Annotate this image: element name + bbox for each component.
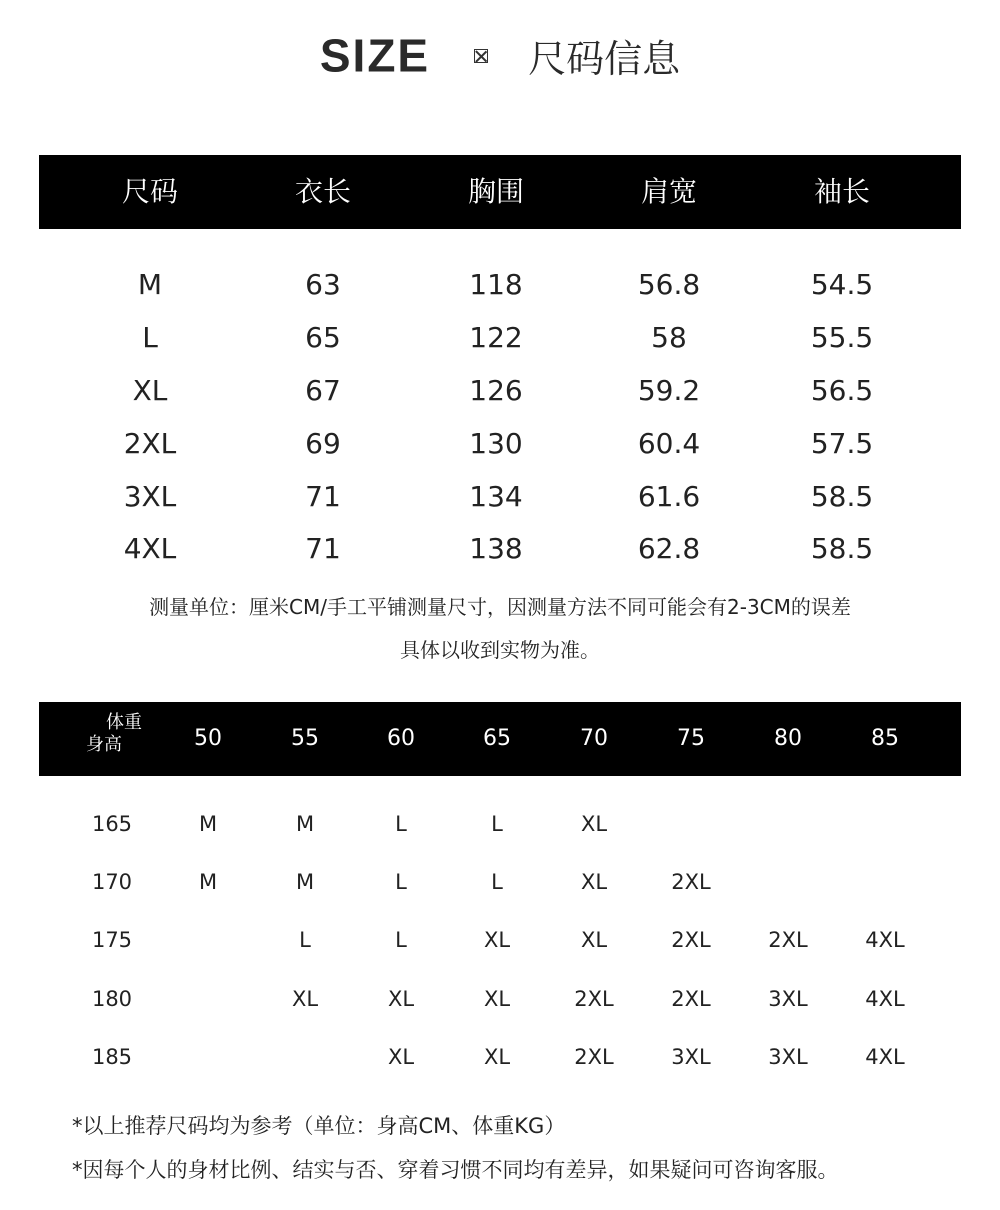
recommended-size-cell: L	[299, 928, 311, 952]
recommended-size-cell: XL	[580, 812, 608, 836]
recommended-size-cell: L	[395, 870, 407, 894]
recommended-size-cell: XL	[483, 1045, 511, 1069]
recommended-size-cell	[168, 1039, 248, 1075]
recommended-size-cell: 2XL	[671, 870, 711, 894]
recommended-size-cell: XL	[387, 987, 415, 1011]
recommended-size-cell	[748, 806, 828, 842]
recommended-size-cell: L	[491, 812, 503, 836]
recommended-size-cell	[845, 806, 925, 842]
recommended-size-cell: M	[295, 812, 315, 836]
recommended-size-cell: L	[395, 812, 407, 836]
recommended-size-cell: XL	[580, 870, 608, 894]
recommended-size-cell: 3XL	[768, 1045, 808, 1069]
recommended-size-cell: 4XL	[865, 987, 905, 1011]
size-table-header-cell: 胸围	[467, 175, 524, 208]
weight-header-cell: 85	[871, 726, 899, 751]
footnote-1: *以上推荐尺码均为参考（单位：身高CM、体重KG）	[72, 1114, 566, 1138]
title-chinese-text: 尺码信息	[528, 37, 681, 81]
corner-height-label: 身高	[86, 734, 122, 755]
size-table-cell: 55.5	[810, 321, 874, 354]
size-table-cell: 57.5	[810, 427, 874, 460]
size-table-cell: 61.6	[637, 480, 701, 513]
recommended-size-cell: 2XL	[671, 928, 711, 952]
size-table-cell: 59.2	[637, 374, 701, 407]
weight-header-cell: 75	[677, 726, 705, 751]
size-table-cell: 60.4	[637, 427, 701, 460]
size-table-cell: 4XL	[123, 532, 177, 565]
size-table-cell: 67	[305, 374, 341, 407]
recommend-table-corner	[80, 712, 160, 756]
recommended-size-cell: XL	[483, 987, 511, 1011]
recommended-size-cell: 2XL	[768, 928, 808, 952]
size-table-header-cell: 尺码	[121, 175, 178, 208]
recommended-size-cell: 3XL	[671, 1045, 711, 1069]
size-table-cell: 138	[469, 532, 523, 565]
size-table-header-cell: 衣长	[294, 175, 351, 208]
size-table-cell: 58.5	[810, 532, 874, 565]
weight-header-cell: 55	[291, 726, 319, 751]
recommended-size-cell	[265, 1039, 345, 1075]
height-row-label: 180	[91, 987, 133, 1011]
recommended-size-cell: L	[491, 870, 503, 894]
recommended-size-cell: M	[198, 870, 218, 894]
measurement-note-line2: 具体以收到实物为准。	[400, 638, 600, 662]
size-table-cell: 62.8	[637, 532, 701, 565]
recommended-size-cell	[748, 864, 828, 900]
size-table-cell: 134	[469, 480, 523, 513]
size-table-cell: 2XL	[123, 427, 177, 460]
weight-header-cell: 50	[194, 726, 222, 751]
size-table-cell: 130	[469, 427, 523, 460]
recommended-size-cell: XL	[291, 987, 319, 1011]
size-table-cell: 71	[305, 532, 341, 565]
height-row-label: 185	[91, 1045, 133, 1069]
recommended-size-cell: M	[198, 812, 218, 836]
size-table-header-cell: 袖长	[813, 175, 870, 208]
weight-header-cell: 70	[580, 726, 608, 751]
recommended-size-cell: M	[295, 870, 315, 894]
measurement-note-line1: 测量单位：厘米CM/手工平铺测量尺寸，因测量方法不同可能会有2-3CM的误差	[149, 595, 851, 619]
size-table-cell: 58	[651, 321, 687, 354]
size-table-cell: 58.5	[810, 480, 874, 513]
size-table-cell: 126	[469, 374, 523, 407]
recommended-size-cell	[651, 806, 731, 842]
size-table-header-cell: 肩宽	[640, 175, 697, 208]
footnote-2: *因每个人的身材比例、结实与否、穿着习惯不同均有差异，如果疑问可咨询客服。	[72, 1158, 839, 1182]
recommended-size-cell: 3XL	[768, 987, 808, 1011]
recommended-size-cell: XL	[387, 1045, 415, 1069]
size-table-cell: XL	[132, 374, 168, 407]
recommended-size-cell	[845, 864, 925, 900]
height-row-label: 170	[91, 870, 133, 894]
weight-header-cell: 60	[387, 726, 415, 751]
close-box-icon	[474, 49, 488, 63]
title-size-text: SIZE	[319, 29, 431, 82]
recommended-size-cell	[168, 981, 248, 1017]
size-table-cell: 54.5	[810, 268, 874, 301]
recommended-size-cell: XL	[580, 928, 608, 952]
recommended-size-cell: 4XL	[865, 1045, 905, 1069]
size-table-cell: M	[137, 268, 163, 301]
size-table-cell: 71	[305, 480, 341, 513]
page-title	[0, 28, 1000, 88]
size-table-cell: 56.5	[810, 374, 874, 407]
recommended-size-cell: 2XL	[671, 987, 711, 1011]
recommended-size-cell: 2XL	[574, 1045, 614, 1069]
size-table-cell: 118	[469, 268, 523, 301]
height-row-label: 175	[91, 928, 133, 952]
size-table-cell: 65	[305, 321, 341, 354]
weight-header-cell: 65	[483, 726, 511, 751]
recommended-size-cell: 4XL	[865, 928, 905, 952]
recommended-size-cell: 2XL	[574, 987, 614, 1011]
size-table-cell: 63	[305, 268, 341, 301]
size-table-cell: 69	[305, 427, 341, 460]
weight-header-cell: 80	[774, 726, 802, 751]
size-table-cell: 3XL	[123, 480, 177, 513]
size-table-cell: 122	[469, 321, 523, 354]
recommended-size-cell: L	[395, 928, 407, 952]
recommended-size-cell: XL	[483, 928, 511, 952]
size-table-cell: L	[142, 321, 158, 354]
corner-weight-label: 体重	[106, 712, 142, 733]
height-row-label: 165	[91, 812, 133, 836]
size-table-cell: 56.8	[637, 268, 701, 301]
recommended-size-cell	[168, 922, 248, 958]
